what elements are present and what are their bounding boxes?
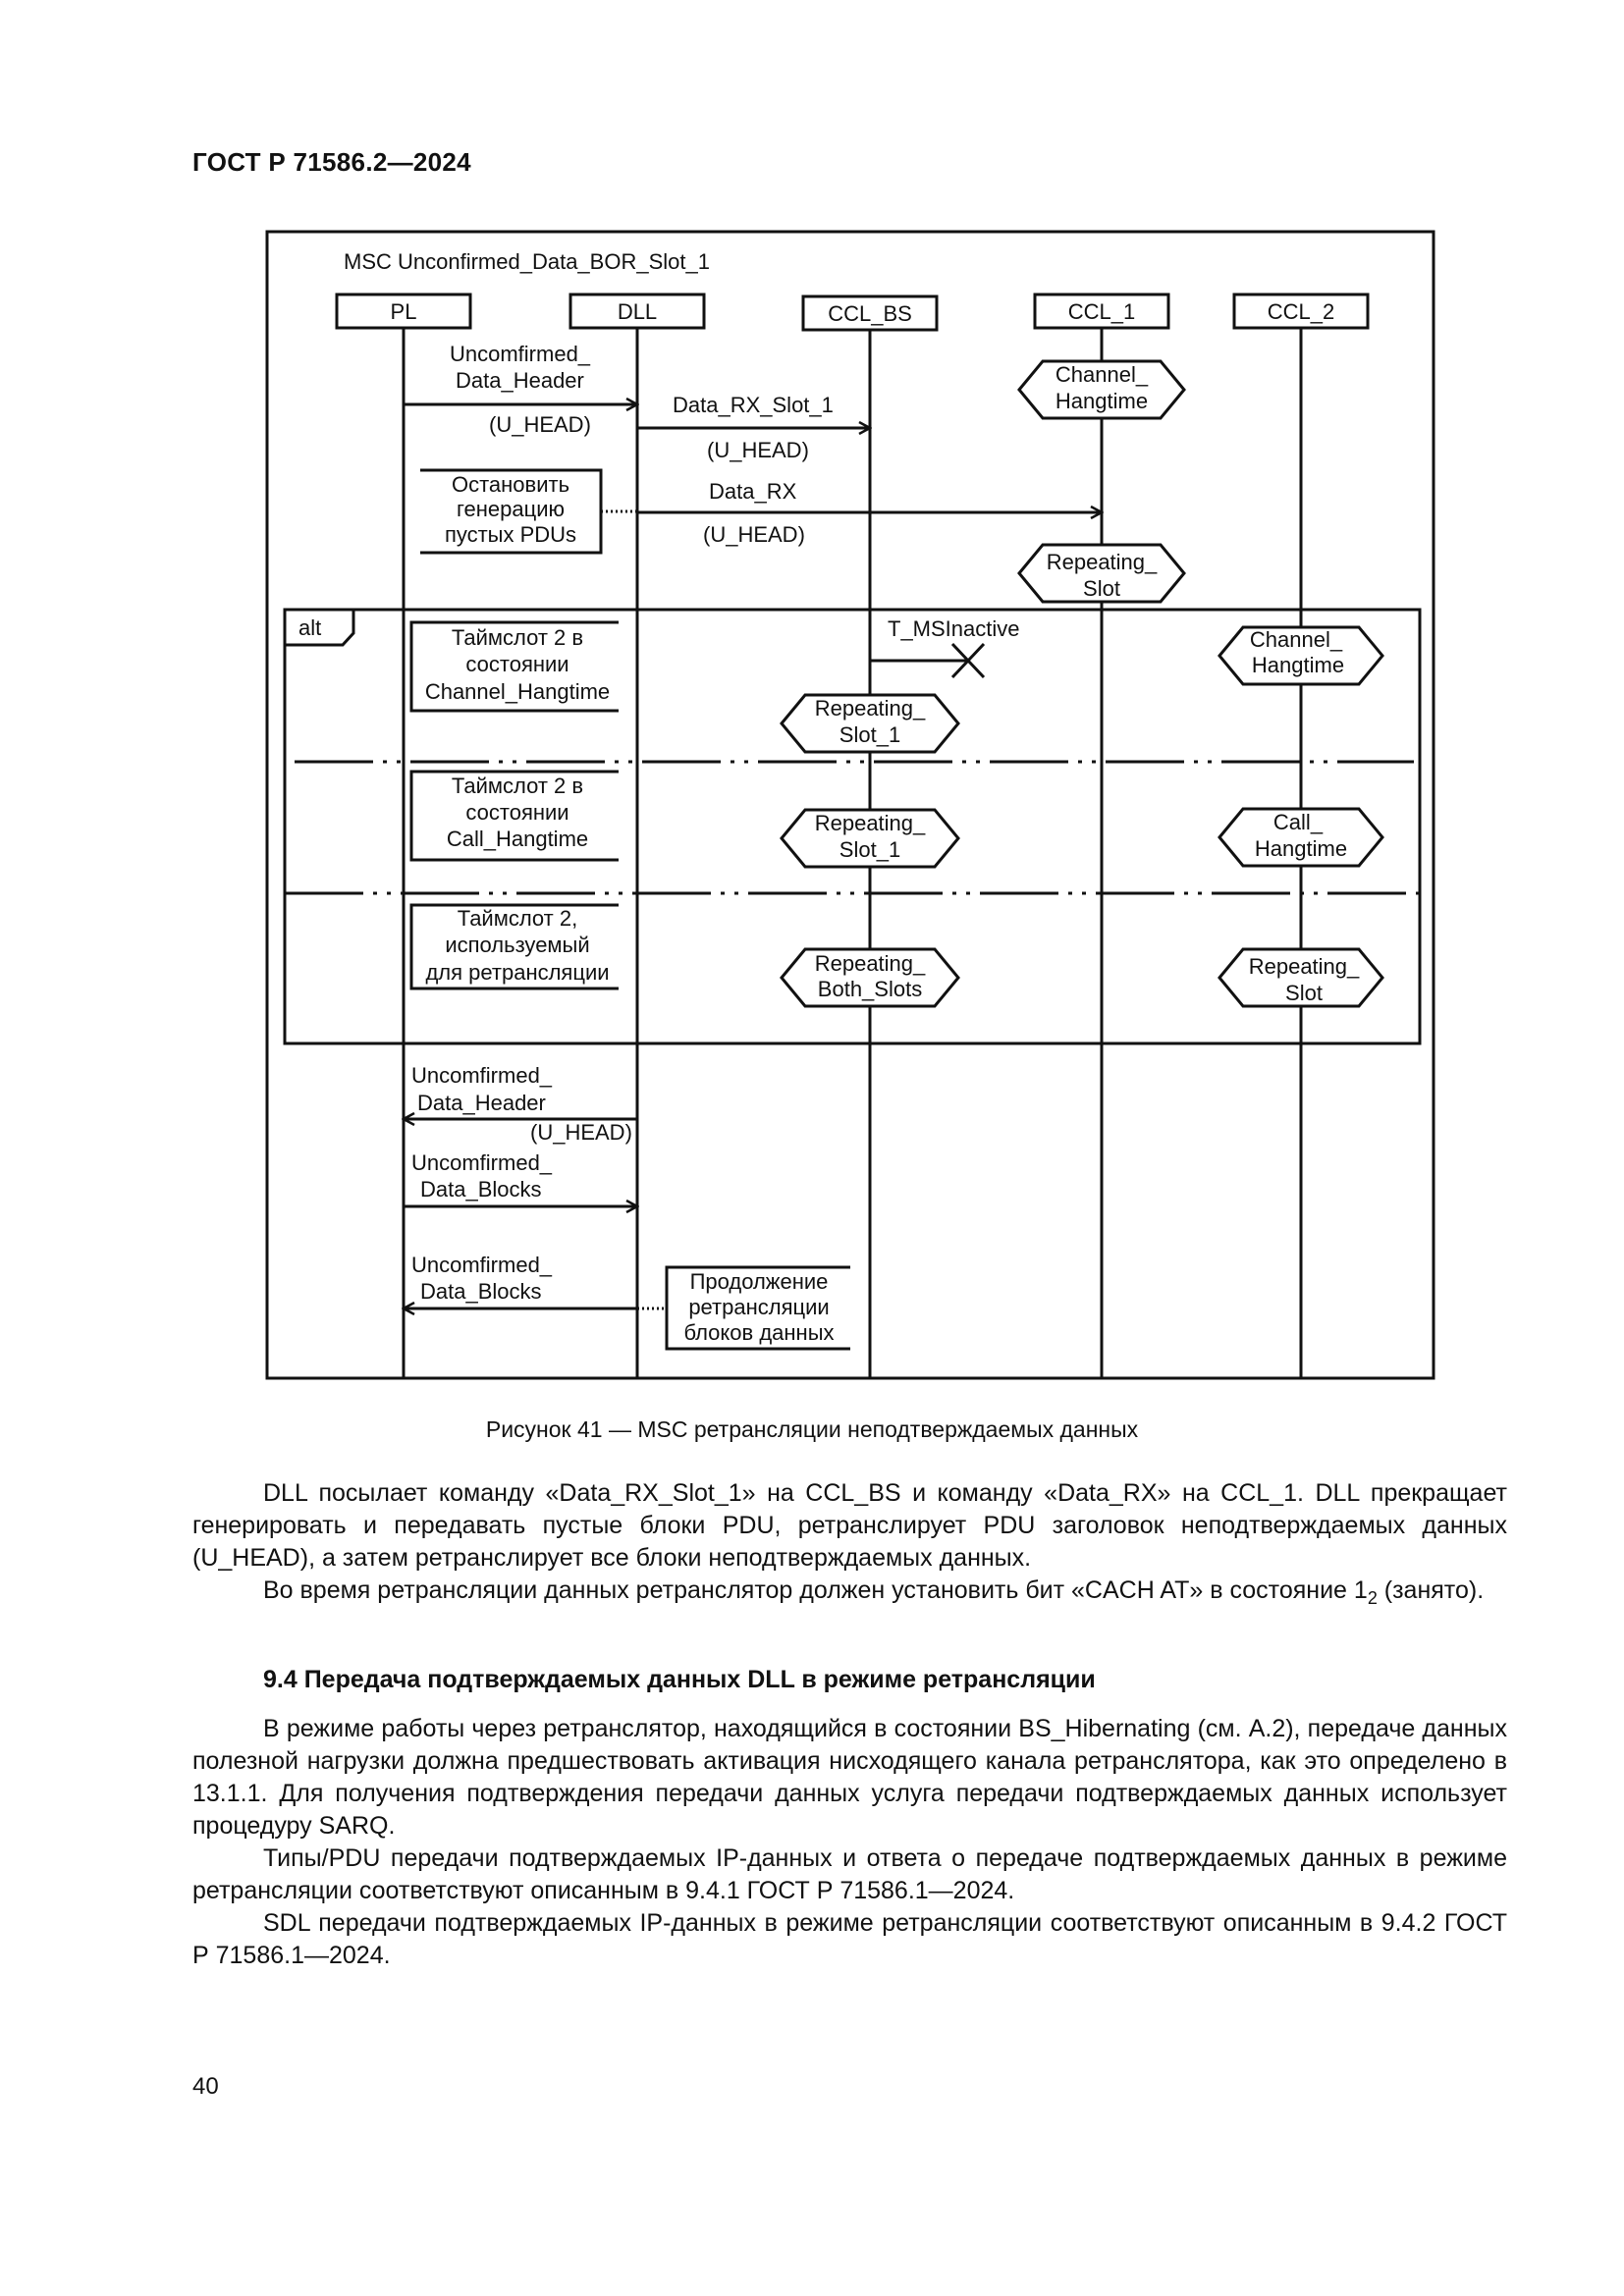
document-header: ГОСТ Р 71586.2—2024 bbox=[192, 147, 471, 177]
message-param: (U_HEAD) bbox=[530, 1120, 632, 1145]
note-text: ретрансляции bbox=[688, 1295, 830, 1319]
message-param: (U_HEAD) bbox=[703, 522, 805, 547]
state-label: Slot_1 bbox=[839, 837, 901, 862]
note-text: состоянии bbox=[465, 652, 569, 676]
body-paragraphs-1 bbox=[192, 1477, 1507, 1615]
message-param: (U_HEAD) bbox=[707, 438, 809, 462]
message-label: Data_Header bbox=[417, 1091, 546, 1115]
message-label: Data_RX_Slot_1 bbox=[673, 393, 834, 417]
message-label: Data_Blocks bbox=[420, 1279, 542, 1304]
message-label: Data_Blocks bbox=[420, 1177, 542, 1201]
instance-label-ccl2: CCL_2 bbox=[1267, 299, 1335, 324]
message-label: Uncomfirmed_ bbox=[450, 342, 591, 366]
instance-label-dll: DLL bbox=[617, 299, 658, 324]
state-label: Repeating_ bbox=[814, 696, 926, 721]
page-number: 40 bbox=[192, 2073, 219, 2100]
paragraph-text: (занято). bbox=[1377, 1576, 1485, 1604]
message-label: Data_Header bbox=[456, 368, 584, 393]
note-text: Остановить bbox=[451, 472, 570, 497]
note-text: Channel_Hangtime bbox=[424, 679, 611, 704]
state-label: Both_Slots bbox=[817, 977, 923, 1001]
instance-label-ccl-bs: CCL_BS bbox=[828, 301, 912, 326]
note-text: генерацию bbox=[456, 497, 566, 521]
state-label: Slot_1 bbox=[839, 722, 901, 747]
state-label: Hangtime bbox=[1254, 836, 1348, 861]
state-label: Repeating_ bbox=[1046, 550, 1158, 574]
state-label: Channel_ bbox=[1055, 362, 1149, 387]
note-text: Call_Hangtime bbox=[446, 827, 589, 851]
state-label: Hangtime bbox=[1055, 389, 1149, 413]
instance-label-pl: PL bbox=[390, 299, 417, 324]
timer-label: T_MSInactive bbox=[888, 616, 1020, 641]
msc-title: MSC Unconfirmed_Data_BOR_Slot_1 bbox=[344, 249, 710, 274]
state-label: Repeating_ bbox=[814, 811, 926, 835]
section-heading: 9.4 Передача подтверждаемых данных DLL в режиме ретрансляции bbox=[263, 1666, 1096, 1693]
paragraph: SDL передачи подтверждаемых IP-данных в режиме ретрансляции соответствуют описанным в 9.4.2 ГОСТ Р 71586.1—2024. bbox=[192, 1909, 1507, 1969]
body-paragraphs-2 bbox=[192, 1713, 1507, 1972]
note-text: Таймслот 2, bbox=[457, 906, 578, 931]
paragraph: В режиме работы через ретранслятор, находящийся в состоянии BS_Hibernating (см. А.2), передаче данных полезной нагрузки должна предшествовать активация нисходящего канала ретранслятора, как это определено в 13.1.1. Для получения подтверждения передачи данных услуга передачи подтверждаемых данных использует процедуру SARQ. bbox=[192, 1715, 1507, 1840]
note-text: для ретрансляции bbox=[425, 960, 610, 985]
message-label: Data_RX bbox=[709, 479, 797, 504]
figure-caption: Рисунок 41 — MSC ретрансляции неподтверждаемых данных bbox=[485, 1416, 1139, 1442]
message-param: (U_HEAD) bbox=[489, 412, 591, 437]
paragraph: DLL посылает команду «Data_RX_Slot_1» на CCL_BS и команду «Data_RX» на CCL_1. DLL прекращает генерировать и передавать пустые блоки PDU, ретранслирует PDU заголовок неподтверждаемых данных (U_HEAD), а затем ретранслирует все блоки неподтверждаемых данных. bbox=[192, 1479, 1507, 1572]
state-label: Slot bbox=[1285, 981, 1323, 1005]
message-label: Uncomfirmed_ bbox=[411, 1253, 553, 1277]
note-text: блоков данных bbox=[683, 1320, 835, 1345]
state-label: Repeating_ bbox=[1248, 954, 1360, 979]
note-text: пустых PDUs bbox=[444, 522, 577, 547]
state-label: Repeating_ bbox=[814, 951, 926, 976]
instance-label-ccl1: CCL_1 bbox=[1067, 299, 1136, 324]
alt-label: alt bbox=[298, 615, 322, 640]
message-label: Uncomfirmed_ bbox=[411, 1150, 553, 1175]
paragraph-text: Во время ретрансляции данных ретранслятор должен установить бит «CACH AT» в состояние 1 bbox=[263, 1576, 1368, 1604]
note-text: используемый bbox=[445, 933, 590, 957]
note-text: состоянии bbox=[465, 800, 569, 825]
paragraph bbox=[192, 1575, 1507, 1615]
state-label: Slot bbox=[1083, 576, 1120, 601]
paragraph: Типы/PDU передачи подтверждаемых IP-данных и ответа о передаче подтверждаемых данных в режиме ретрансляции соответствуют описанным в 9.4.1 ГОСТ Р 71586.1—2024. bbox=[192, 1844, 1507, 1904]
subscript: 2 bbox=[1367, 1588, 1378, 1608]
note-text: Таймслот 2 в bbox=[451, 625, 584, 650]
message-label: Uncomfirmed_ bbox=[411, 1063, 553, 1088]
state-label: Call_ bbox=[1272, 810, 1324, 834]
state-label: Hangtime bbox=[1251, 653, 1345, 677]
note-text: Продолжение bbox=[689, 1269, 829, 1294]
state-label: Channel_ bbox=[1249, 627, 1343, 652]
note-text: Таймслот 2 в bbox=[451, 774, 584, 798]
